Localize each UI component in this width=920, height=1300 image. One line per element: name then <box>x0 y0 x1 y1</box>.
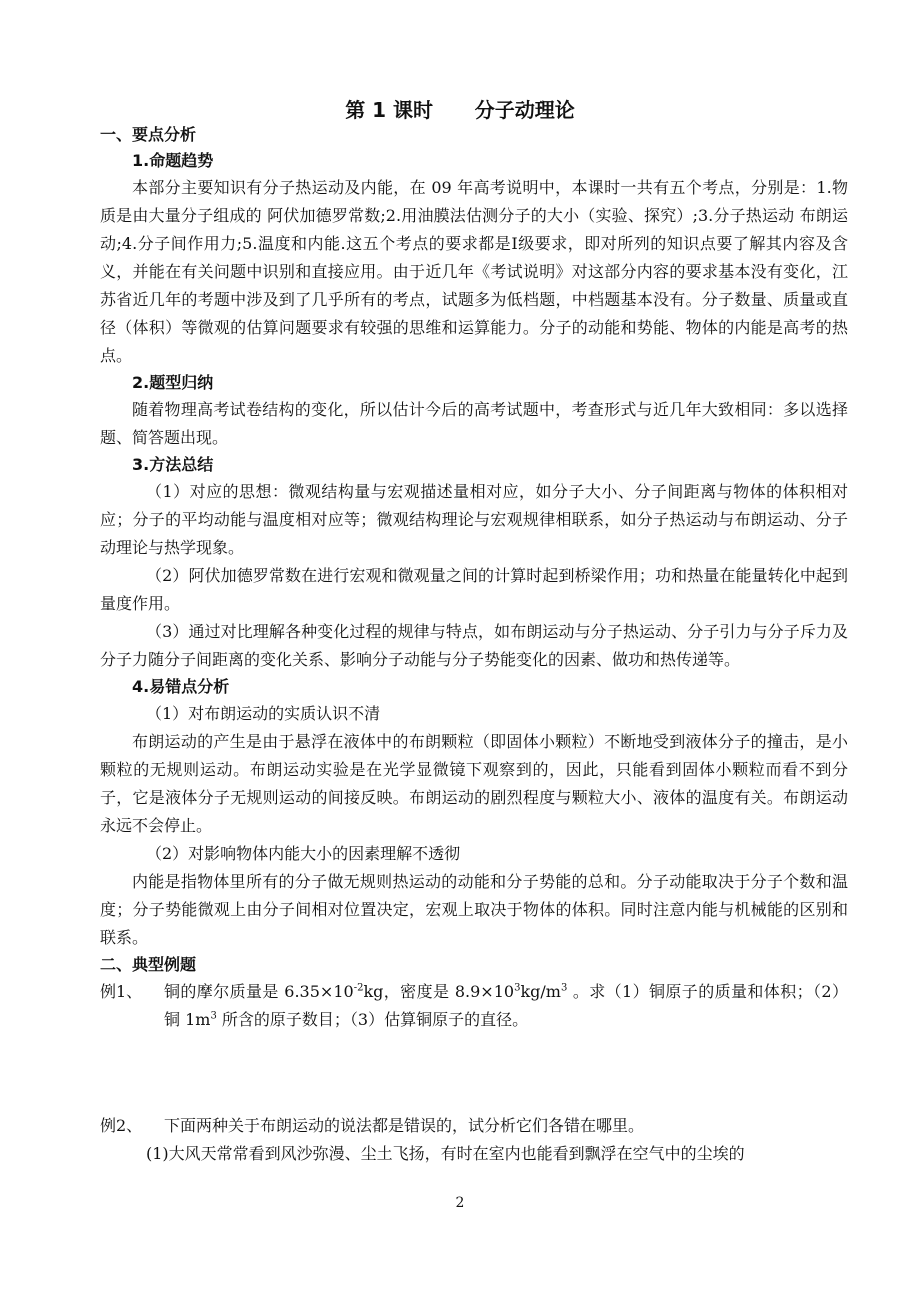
error-point-1-title: （1）对布朗运动的实质认识不清 <box>146 704 381 723</box>
page-title: 第 1 课时 分子动理论 <box>345 98 575 122</box>
paragraph-method-2: （2）阿伏加德罗常数在进行宏观和微观量之间的计算时起到桥梁作用；功和热量在能量转化中起到量度作用。 <box>100 566 848 613</box>
example-2-label: 例2、 <box>100 1116 143 1135</box>
subheading-question-types: 2.题型归纳 <box>132 373 214 392</box>
section-heading-examples: 二、典型例题 <box>100 955 197 974</box>
subheading-methods: 3.方法总结 <box>132 455 214 474</box>
paragraph-trend: 本部分主要知识有分子热运动及内能，在 09 年高考说明中，本课时一共有五个考点，分别是：1.物质是由大量分子组成的 阿伏加德罗常数;2.用油膜法估测分子的大小（实验、探究）;3.分子热运动 布朗运动;4.分子间作用力;5.温度和内能.这五个考点的要求都是Ⅰ级要求，即对所列的知识点要了解其内容及含义，并能在有关问题中识别和直接应用。由于近几年《考试说明》对这部分内容的要求基本没有变化，江苏省近几年的考题中涉及到了几乎所有的考点，试题多为低档题，中档题基本没有。分子数量、质量或直径（体积）等微观的估算问题要求有较强的思维和运算能力。分子的动能和势能、物体的内能是高考的热点。 <box>100 178 848 365</box>
subheading-trend: 1.命题趋势 <box>132 151 214 170</box>
paragraph-method-1: （1）对应的思想：微观结构量与宏观描述量相对应，如分子大小、分子间距离与物体的体积相对应；分子的平均动能与温度相对应等；微观结构理论与宏观规律相联系，如分子热运动与布朗运动、分子动理论与热学现象。 <box>100 482 848 557</box>
example-2-text: 下面两种关于布朗运动的说法都是错误的，试分析它们各错在哪里。 <box>164 1116 645 1135</box>
subheading-common-errors: 4.易错点分析 <box>132 677 230 696</box>
example-2 <box>100 1112 848 1140</box>
error-point-2-title: （2）对影响物体内能大小的因素理解不透彻 <box>146 844 461 863</box>
paragraph-error-2: 内能是指物体里所有的分子做无规则热运动的动能和分子势能的总和。分子动能取决于分子个数和温度；分子势能微观上由分子间相对位置决定，宏观上取决于物体的体积。同时注意内能与机械能的区别和联系。 <box>100 872 848 947</box>
page-number: 2 <box>455 1195 465 1211</box>
example-1-label: 例1、 <box>100 982 143 1001</box>
paragraph-error-1: 布朗运动的产生是由于悬浮在液体中的布朗颗粒（即固体小颗粒）不断地受到液体分子的撞击，是小颗粒的无规则运动。布朗运动实验是在光学显微镜下观察到的，因此，只能看到固体小颗粒而看不到分子，它是液体分子无规则运动的间接反映。布朗运动的剧烈程度与颗粒大小、液体的温度有关。布朗运动永远不会停止。 <box>100 732 848 835</box>
example-1-text: 铜的摩尔质量是 $6.35\times 10^{-2}kg$，密度是 $8.9\times 10^3kg/m^3$ 。求（1）铜原子的质量和体积；（2）铜 $1m^3$ 所含的原子数目；（3）估算铜原子的直径。 <box>164 982 848 1029</box>
example-1 <box>100 978 848 1034</box>
example-2-item-1: (1)大风天常常看到风沙弥漫、尘土飞扬，有时在室内也能看到飘浮在空气中的尘埃的 <box>146 1144 745 1163</box>
section-heading-key-points: 一、要点分析 <box>100 125 197 144</box>
paragraph-question-types: 随着物理高考试卷结构的变化，所以估计今后的高考试题中，考查形式与近几年大致相同：多以选择题、简答题出现。 <box>100 400 848 447</box>
document-body <box>100 122 848 1168</box>
paragraph-method-3: （3）通过对比理解各种变化过程的规律与特点，如布朗运动与分子热运动、分子引力与分子斥力及分子力随分子间距离的变化关系、影响分子动能与分子势能变化的因素、做功和热传递等。 <box>100 622 848 669</box>
